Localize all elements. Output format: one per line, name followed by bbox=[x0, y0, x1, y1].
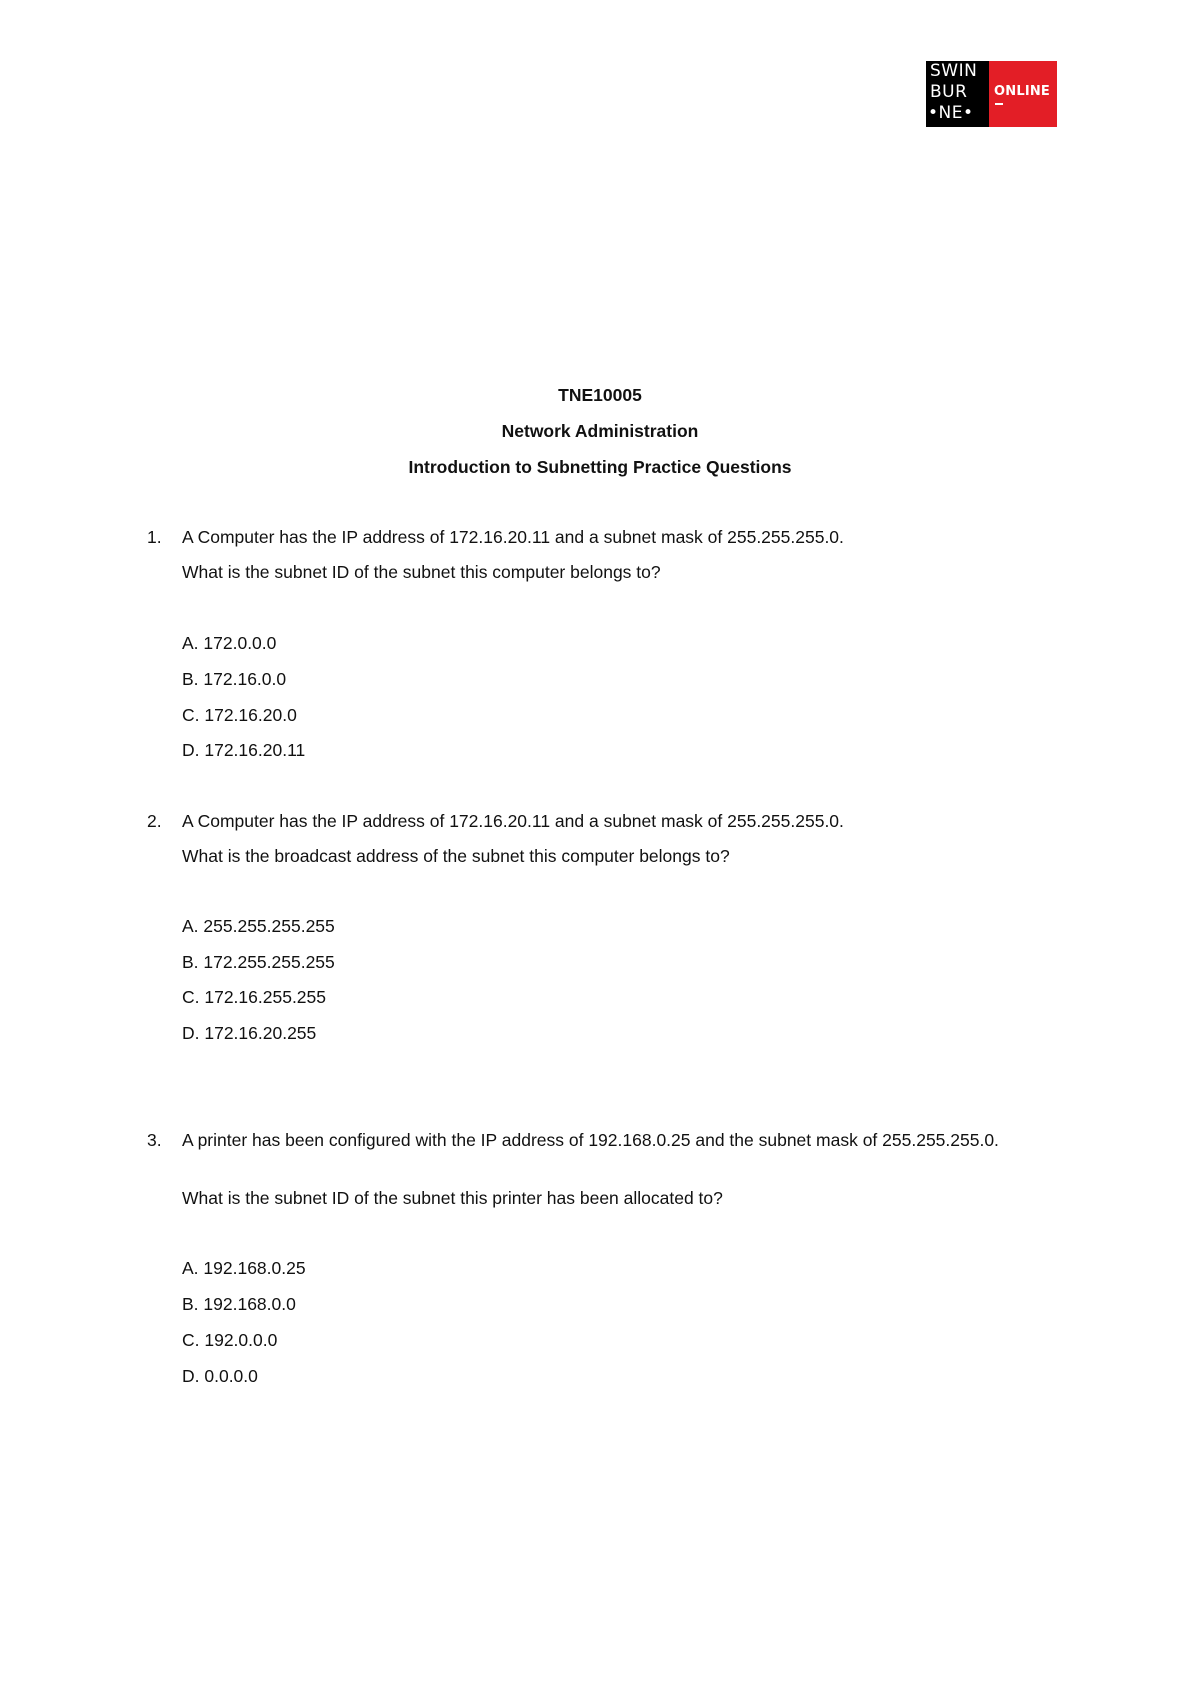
option-d: D. 172.16.20.11 bbox=[182, 740, 306, 760]
option-a: A. 192.168.0.25 bbox=[182, 1258, 306, 1278]
question-prompt: What is the subnet ID of the subnet this printer has been allocated to? bbox=[182, 1188, 723, 1208]
question-prompt: What is the subnet ID of the subnet this computer belongs to? bbox=[182, 562, 661, 582]
option-c: C. 192.0.0.0 bbox=[182, 1330, 278, 1350]
option-d: D. 172.16.20.255 bbox=[182, 1023, 317, 1043]
option-b: B. 192.168.0.0 bbox=[182, 1294, 296, 1314]
option-a: A. 172.0.0.0 bbox=[182, 633, 277, 653]
question-number: 2. bbox=[147, 811, 162, 831]
option-d: D. 0.0.0.0 bbox=[182, 1366, 258, 1386]
option-c: C. 172.16.20.0 bbox=[182, 705, 297, 725]
logo-wordmark bbox=[926, 61, 989, 127]
course-code: TNE10005 bbox=[558, 385, 642, 405]
question-number: 3. bbox=[147, 1130, 162, 1150]
logo-online-badge bbox=[989, 61, 1057, 127]
logo-line-1: SWIN bbox=[930, 61, 978, 81]
option-b: B. 172.255.255.255 bbox=[182, 952, 335, 972]
course-name: Network Administration bbox=[501, 421, 699, 441]
question-statement: A Computer has the IP address of 172.16.20.11 and a subnet mask of 255.255.255.0. bbox=[182, 811, 844, 831]
question-prompt: What is the broadcast address of the subnet this computer belongs to? bbox=[182, 846, 730, 866]
question-statement: A printer has been configured with the IP address of 192.168.0.25 and the subnet mask of 255.255.255.0. bbox=[182, 1130, 999, 1150]
logo-line-2: BUR bbox=[930, 82, 968, 102]
swinburne-online-logo bbox=[926, 61, 1057, 127]
question-statement: A Computer has the IP address of 172.16.20.11 and a subnet mask of 255.255.255.0. bbox=[182, 527, 844, 547]
logo-online-text: ONLINE bbox=[994, 84, 1051, 99]
question-number: 1. bbox=[147, 527, 162, 547]
logo-line-3: •NE• bbox=[928, 103, 974, 123]
document-title: Introduction to Subnetting Practice Questions bbox=[408, 457, 792, 477]
option-a: A. 255.255.255.255 bbox=[182, 916, 335, 936]
option-c: C. 172.16.255.255 bbox=[182, 987, 327, 1007]
option-b: B. 172.16.0.0 bbox=[182, 669, 287, 689]
logo-dash bbox=[995, 103, 1003, 105]
